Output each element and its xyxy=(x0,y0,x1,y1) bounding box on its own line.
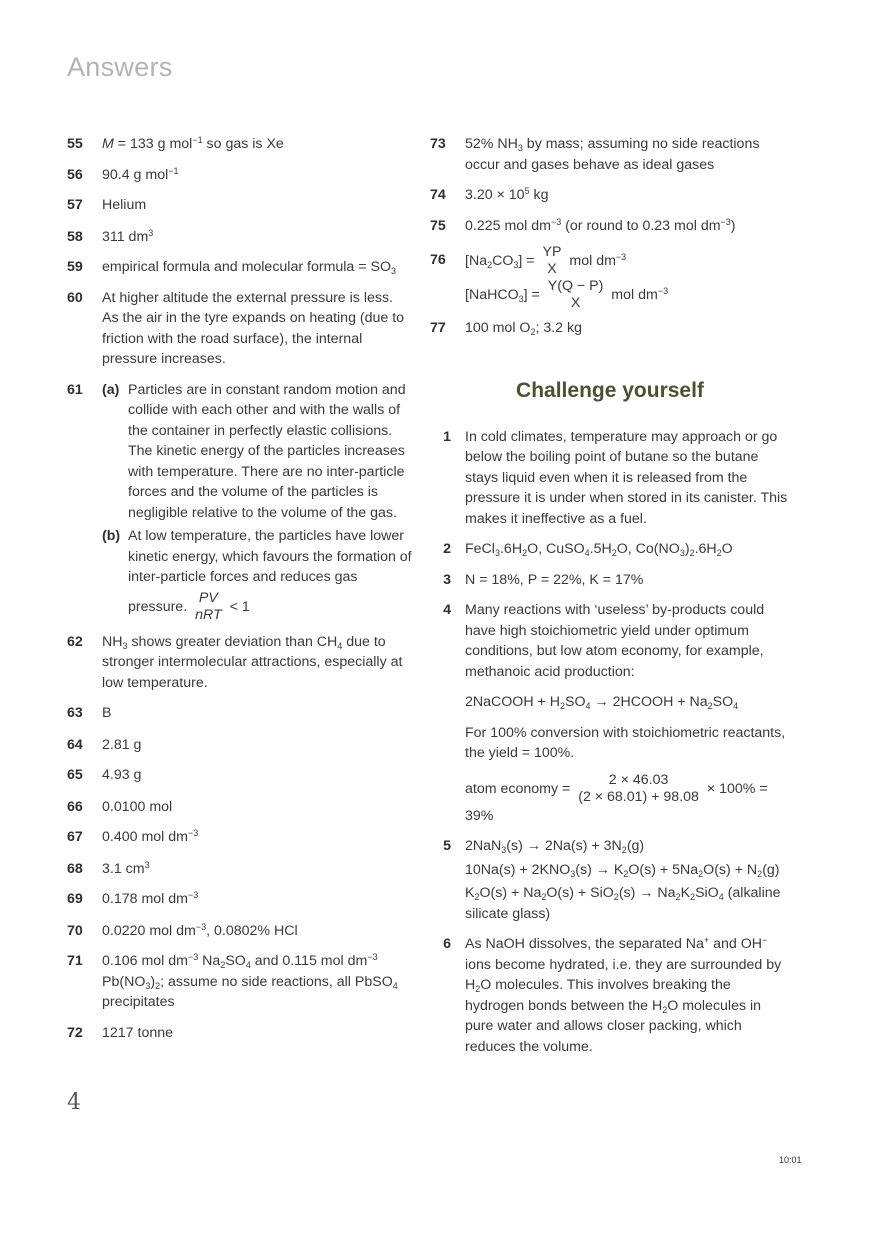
reaction-2: $10Na(s) + 2KNO_3(s) \to K_2O(s) + 5Na_2O(s) + N_2(g)$ xyxy=(465,861,780,879)
pv-over-nrt-fraction: PV nRT xyxy=(195,589,222,623)
challenge-answer-1: 1 In cold climates, temperature may approach or go below the boiling point of butane so the butane stays liquid even when it is released from the pressure it is under when stored in its canister. This makes it ineffective as a fuel. xyxy=(443,428,788,527)
answer-65: 65 4.93 g xyxy=(67,767,142,783)
answer-60: 60 At higher altitude the external pressure is less. As the air in the tyre expands on heating (due to friction with the road surface), the internal pressure increases. xyxy=(67,289,405,367)
answer-69: 69 0.178 mol $dm^{-3}$ xyxy=(67,890,199,907)
left-answer-column xyxy=(67,134,412,1043)
challenge-answer-3: 3 N = 18%, P = 22%, K = 17% xyxy=(443,571,644,588)
challenge-answer-4: 4 Many reactions with ‘useless’ by-products could have high stoichiometric yield under optimum conditions, but low atom economy, for example, methanoic acid production: 2NaCOOH + $H_2SO_4$ → 2HCOOH + $Na_2SO_4$ For 100% conversion with stoichiometric reactants, the yield = 100%. atom economy = 2 × 46.03 (2 × 68.01) + 98.08 × 100% = 39% xyxy=(430,600,790,826)
answer-75: 75 0.225 mol $dm^{-3}$ (or round to 0.23 mol $dm^{-3}$) xyxy=(430,216,736,234)
sodium-carbonate-concentration: $[Na_2CO_3]$ = YP X mol $dm^{-3}$ xyxy=(465,244,627,277)
answer-67: 67 0.400 mol $dm^{-3}$ xyxy=(67,828,199,845)
methanoic-acid-equation: 2NaCOOH + $H_2SO_4$ → 2HCOOH + $Na_2SO_4$ xyxy=(465,694,739,711)
answer-61-part-a: (a) Particles are in constant random motion and collide with each other and with the walls of the container in perfectly elastic collisions. The kinetic energy of the particles increases with temperature. There are no inter-particle forces and the volume of the particles is negligible relative to the volume of the gas. xyxy=(102,381,406,521)
challenge-answer-6: 6 As NaOH dissolves, the separated Na+ and OH− ions become hydrated, i.e. they are surrounded by $H_2O$ molecules. This involves breaking the hydrogen bonds between the $H_2O$ molecules in pure water and allows closer packing, which reduces the volume. xyxy=(443,935,782,1055)
answer-64: 64 2.81 g xyxy=(67,736,142,753)
reaction-1: $2NaN_3(s) \to 2Na(s) + 3N_2(g)$ xyxy=(465,838,645,855)
answer-59: 59 empirical formula and molecular formula = $SO_3$ xyxy=(67,259,397,276)
answer-68: 68 3.1 $cm^3$ xyxy=(67,859,150,877)
answer-71: 71 0.106 mol $dm^{-3}$ $Na_2SO_4$ and 0.115 mol $dm^{-3}$ $Pb(NO_3)_2$; assume no side reactions, all PbSO$_4$ precipitates xyxy=(67,952,398,1010)
reaction-3: $K_2O(s) + Na_2O(s) + SiO_2(s) \to Na_2K_2SiO_4$ (alkaline silicate glass) xyxy=(465,885,781,922)
answer-58: 58 311 $dm^3$ xyxy=(67,227,154,245)
page-header-title: Answers xyxy=(67,52,173,82)
sodium-hydrogencarbonate-concentration: [NaHCO$_3$] = Y(Q − P) X mol $dm^{-3}$ xyxy=(465,278,669,311)
footer-time: 10:01 xyxy=(779,1155,802,1165)
answer-61: 61 (a) Particles are in constant random motion and collide with each other and with the walls of the container in perfectly elastic collisions. The kinetic energy of the particles increases with temperature. There are no inter-particle forces and the volume of the particles is negligible relative to the volume of the gas. (b) At low temperature, the particles have lower kinetic energy, which favours the formation of inter-particle forces and reduces gas pressure. PV nRT < 1 xyxy=(67,381,412,623)
challenge-yourself-heading: Challenge yourself xyxy=(516,378,704,402)
answer-76: 76 $[Na_2CO_3]$ = YP X mol $dm^{-3}$ [NaHCO$_3$] = Y(Q − P) X mol $dm^{-3}$ xyxy=(430,244,790,312)
answer-66: 66 0.0100 mol xyxy=(67,798,173,815)
answer-72: 72 1217 tonne xyxy=(67,1024,174,1041)
answer-56: 56 90.4 g mol$^{-1}$ xyxy=(67,165,179,183)
challenge-answer-5: 5 $2NaN_3(s) \to 2Na(s) + 3N_2(g)$ $10Na(s) + 2KNO_3(s) \to K_2O(s) + 5Na_2O(s) + N_2(g)$ $K_2O(s) + Na_2O(s) + SiO_2(s) \to Na_2K_2SiO_4$ (alkaline silicate glass) xyxy=(430,836,790,924)
atom-economy-calculation: atom economy = 2 × 46.03 (2 × 68.01) + 98.08 × 100% = 39% xyxy=(465,771,768,824)
answer-63: 63 B xyxy=(67,705,112,721)
answer-77: 77 100 mol $O_2$; 3.2 kg xyxy=(430,320,583,337)
challenge-answer-2: 2 $FeCl_3.6H_2O$, $CuSO_4.5H_2O$, $Co(NO_3)_2.6H_2O$ xyxy=(443,541,733,558)
answer-55: 55 M = 133 g mol$^{-1}$ so gas is Xe xyxy=(67,135,284,152)
answer-74: 74 $3.20 \times 10^5$ kg xyxy=(430,186,549,203)
answer-57: 57 Helium xyxy=(67,197,147,213)
answer-61-part-b: (b) At low temperature, the particles have lower kinetic energy, which favours the formation of inter-particle forces and reduces gas pressure. PV nRT < 1 xyxy=(102,528,412,623)
answer-62: 62 $NH_3$ shows greater deviation than $CH_4$ due to stronger intermolecular attractions, especially at low temperature. xyxy=(67,633,403,691)
page-number: 4 xyxy=(67,1090,81,1115)
right-answer-column xyxy=(430,134,790,1057)
answer-70: 70 0.0220 mol $dm^{-3}$, 0.0802% HCl xyxy=(67,921,298,939)
answer-73: 73 52% $NH_3$ by mass; assuming no side reactions occur and gases behave as ideal gases xyxy=(430,136,760,173)
